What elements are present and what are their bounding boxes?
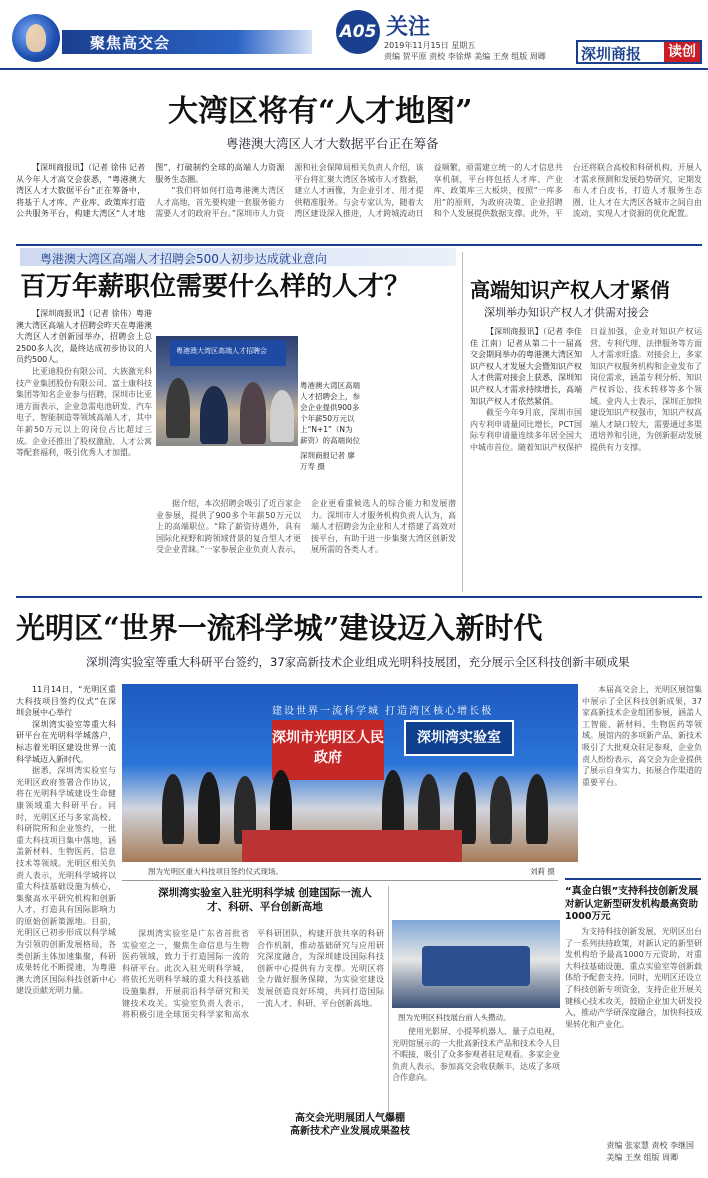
story3-body-filler: 截至今年9月底，深圳市国内专利申请量同比增长，PCT国际专利申请量连续多年居全国大中城市首位。随着知识产权保护日益加强，企业对知识产权运营、专利代理、法律服务等方面人才需求旺盛。对接会上，多家知识产权服务机构和企业发布了岗位需求，涵盖专利分析、知识产权诉讼、技术转移等多个领域。业内人士表示，深圳正加快建设知识产权强市，知识产权高端人才缺口较大，需要通过多渠道培养和引进，为创新驱动发展提供有力支撑。 <box>470 327 702 452</box>
photo-person <box>490 776 512 844</box>
newspaper-brand <box>576 40 702 64</box>
story4-body-col-right <box>582 684 702 874</box>
story4-inset-body <box>122 928 384 1134</box>
section-label: 聚焦高交会 <box>90 34 171 52</box>
photo-exhibition-hall <box>422 946 530 986</box>
photo-person <box>162 774 184 844</box>
story3-divider <box>16 596 702 598</box>
footer-meta <box>606 1140 694 1164</box>
issue-meta <box>384 40 546 62</box>
page-number-badge: A05 <box>336 10 380 54</box>
story4-body-filler: 使用光影屏、小提琴机器人、量子点电视，光明馆展示的一大批高新技术产品和技术令人目不暇接，吸引了众多参观者驻足观看。多家企业负责人表示，参加高交会收获颇丰，达成了多项合作意向。 <box>392 1027 560 1083</box>
story4-bottom-headline <box>290 1112 410 1138</box>
column-divider <box>462 252 463 592</box>
photo-person <box>198 772 220 844</box>
story1-body-filler: “我们将如何打造粤港澳大湾区人才高地，首先要构建一套服务能力需要人才的政府平台。”深圳市人力资源和社会保障局相关负责人介绍，该平台将汇聚大湾区各城市人才数据，建立人才画像，为企业引才、用才提供精准服务。与会专家认为，随着大湾区建设深入推进，人才跨城流动日益频繁，亟需建立统一的人才信息共享机制，平台将包括人才库、产业库、政策库三大板块，按照“一库多用”的原则，为政府决策、企业招聘和个人发展提供数据支撑。此外，平台还将联合高校和科研机构，开展人才需求预测和发展趋势研究，定期发布人才白皮书，打造人才服务生态圈，让人才在大湾区各城市之间自由流动，实现人才资源的优化配置。 <box>155 163 702 219</box>
story4-body-col-mid <box>392 1026 560 1136</box>
story2-kicker: 粤港澳大湾区高端人才招聘会500人初步达成就业意向 <box>40 252 327 266</box>
inset-divider <box>122 880 558 881</box>
story4-dateline: 11月14日，“光明区重大科技项目签约仪式”在深圳会展中心举行 <box>16 685 116 718</box>
issue-date: 2019年11月15日 星期五 <box>384 41 476 50</box>
story4-body-filler: 据悉，深圳湾实验室与光明区政府签署合作协议，将在光明科学城建设生命健康领域重大科研平台。同时，光明区还与多家高校、科研院所和企业签约，一批重大科技项目集中落地，涵盖新材料、生物医药、信息技术等领域。光明区相关负责人表示，光明科学城将以重大科技基础设施为核心，集聚高水平研究机构和创新人才，打造具有国际影响力的原始创新策源地。目前，光明区已初步形成以科学城为引领的创新发展格局，各类创新主体加速集聚，科研成果转化不断提速，为粤港澳大湾区国际科技创新中心建设贡献光明力量。 <box>16 766 116 996</box>
story3-headline: 高端知识产权人才紧俏 <box>470 278 670 302</box>
story4-photo-credit: 刘莉 摄 <box>530 867 555 876</box>
story4-body-col1 <box>16 684 116 1134</box>
photo-board-right-text: 深圳湾实验室 <box>417 730 501 746</box>
story3-body <box>470 326 702 592</box>
masthead <box>0 0 708 70</box>
footer-design: 美编 王焘 组版 周卿 <box>606 1153 678 1162</box>
story2-body-text: 【深圳商报讯】（记者 徐伟）粤港澳大湾区高端人才招聘会昨天在粤港澳大湾区人才创新园举办，招聘会上总2500多人次，最终达成初步协议的人员约500人。 <box>16 309 152 365</box>
brand-name: 深圳商报 <box>581 45 642 63</box>
story4-body-filler: 深圳湾实验室是广东省首批省实验室之一，聚焦生命信息与生物医药领域，致力于打造国际一流的科研平台。此次入驻光明科学城，将依托光明科学城的重大科技基础设施集群，开展前沿科学研究和关键技术攻关。实验室负责人表示，将积极引进全球顶尖科学家和高水平科研团队，构建开放共享的科研合作机制，推动基础研究与应用研究深度融合，为深圳建设国际科技创新中心提供有力支撑。光明区将全力做好服务保障，为实验室建设发展创造良好环境，共同打造国际一流人才、科研、平台创新高地。 <box>122 929 384 1020</box>
story4-side-headline-2: 对新认定新型研发机构最高资助1000万元 <box>565 899 699 922</box>
story4-body-filler: 为支持科技创新发展，光明区出台了一系列扶持政策，对新认定的新型研发机构给予最高1000万元资助，对重大科技基础设施、重点实验室等创新载体给予配套支持。同时，光明区还设立了科技创新专项资金，支持企业开展关键核心技术攻关，鼓励企业加大研发投入，推动产学研深度融合，加快科技成果转化和产业化。 <box>565 927 702 1029</box>
column-divider <box>388 886 389 1134</box>
story2-body-col2 <box>156 498 456 592</box>
story4-body-text: 深圳湾实验室等重大科研平台在光明科学城落户，标志着光明区建设世界一流科学城迈入新时代。 <box>16 719 116 764</box>
footer-editors: 责编 张家慧 责校 李继国 <box>606 1141 694 1150</box>
story1-divider <box>16 244 702 246</box>
story4-headline: 光明区“世界一流科学城”建设迈入新时代 <box>16 611 543 645</box>
issue-editors: 责编 贺平原 责校 李徐烨 美编 王焘 组版 周卿 <box>384 52 546 61</box>
story2-body-col1 <box>16 308 152 592</box>
story2-headline: 百万年薪职位需要什么样的人才？ <box>20 272 411 302</box>
story4-bottom-headline-2: 高新技术产业发展成果盈枝 <box>290 1126 410 1137</box>
photo-signing-table <box>242 830 462 862</box>
photo-screen <box>170 340 286 366</box>
story1-body <box>16 162 702 242</box>
story2-photo-caption-box <box>300 380 360 500</box>
story2-body-filler: 据介绍，本次招聘会吸引了近百家企业参展，提供了900多个年薪50万元以上的高端职位。“除了薪资待遇外，具有国际化视野和跨领域背景的复合型人才更受企业青睐。”一家参展企业负责人表示，企业更看重候选人的综合能力和发展潜力。深圳市人才服务机构负责人认为，高端人才招聘会为企业和人才搭建了高效对接平台，有助于进一步集聚大湾区创新发展所需的各类人才。 <box>156 499 456 555</box>
story4-side-headline-1: “真金白银”支持科技创新发展 <box>565 886 699 897</box>
story4-photo-caption: 图为光明区重大科技项目签约仪式现场。 <box>148 867 283 876</box>
story4-photo-exhibition <box>392 920 560 1008</box>
story1-body-text: 【深圳商报讯】（记者 徐伟 记者从今年人才高交会获悉，“粤港澳大湾区人才大数据平台”正在筹备中，将基于人才库、产业库、政策库打造公共服务平台，构建大湾区“人才地图”，打破制约全球的高端人力资源服务生态圈。 <box>16 163 285 219</box>
story4-subhead: 深圳湾实验室等重大科研平台签约，37家高新技术企业组成光明科技展团，充分展示全区科技创新丰硕成果 <box>86 655 630 669</box>
photo-person <box>166 378 190 438</box>
story4-side-headline-box <box>565 878 701 920</box>
section-logo-icon <box>12 14 60 62</box>
photo-banner: 建设世界一流科学城 打造湾区核心增长极 <box>272 706 494 717</box>
story4-inset-headline: 深圳湾实验室入驻光明科学城 创建国际一流人才、科研、平台创新高地 <box>158 887 372 913</box>
photo-person <box>240 382 266 444</box>
story3-subhead: 深圳举办知识产权人才供需对接会 <box>484 306 649 319</box>
story1-headline: 大湾区将有“人才地图” <box>168 94 473 129</box>
photo-board-left-text: 深圳市光明区人民政府 <box>272 730 384 766</box>
photo-person <box>200 386 228 444</box>
story2-photo-credit: 深圳商报记者 廖万寿 摄 <box>300 451 355 471</box>
page-category: 关注 <box>386 15 431 40</box>
photo-board-left <box>272 720 384 780</box>
story4-bottom-headline-1: 高交会光明展团人气爆棚 <box>295 1113 405 1124</box>
story3-body-text: 【深圳商报讯】（记者 李佳佳 江南）记者从第二十一届高交会期间举办的粤港澳大湾区知识产权人才发展大会暨知识产权人才供需对接会上获悉，深圳知识产权人才需求持续增长，高端知识产权人才依然紧俏。 <box>470 327 582 406</box>
brand-tag: 读创 <box>664 42 700 62</box>
photo-person <box>270 390 294 442</box>
photo-screen-text: 粤港澳大湾区高端人才招聘会 <box>176 347 267 355</box>
photo-person <box>526 774 548 844</box>
story2-photo <box>156 336 298 446</box>
story4-photo3-caption: 图为光明区科技展台前人头攒动。 <box>398 1013 511 1022</box>
story1-subhead: 粤港澳大湾区人才大数据平台正在筹备 <box>226 136 439 151</box>
photo-board-right <box>404 720 514 756</box>
story2-photo-caption: 粤港澳大湾区高端人才招聘会上，参会企业提供900多个年薪50万元以上“N+1”（N为薪资）的高端岗位 <box>300 381 360 445</box>
story4-photo <box>122 684 578 862</box>
story4-body-filler: 本届高交会上，光明区展馆集中展示了全区科技创新成果，37家高新技术企业组团参展，涵盖人工智能、新材料、生物医药等领域。展馆内的多项新产品、新技术吸引了大批观众驻足参观，企业负责人纷纷表示，高交会为企业提供了展示自身实力、拓展合作渠道的重要平台。 <box>582 685 702 787</box>
story4-body-col-side <box>565 926 702 1134</box>
story2-body-filler: 比亚迪股份有限公司、大族激光科技产业集团股份有限公司、富士康科技集团等知名企业参与招聘，深圳市比亚迪方面表示，企业急需电池研发、汽车电子、智能制造等领域高端人才，其中年薪50万元以上的岗位占比超过三成。企业还推出了股权激励、人才公寓等配套福利，吸引优秀人才加盟。 <box>16 366 152 458</box>
